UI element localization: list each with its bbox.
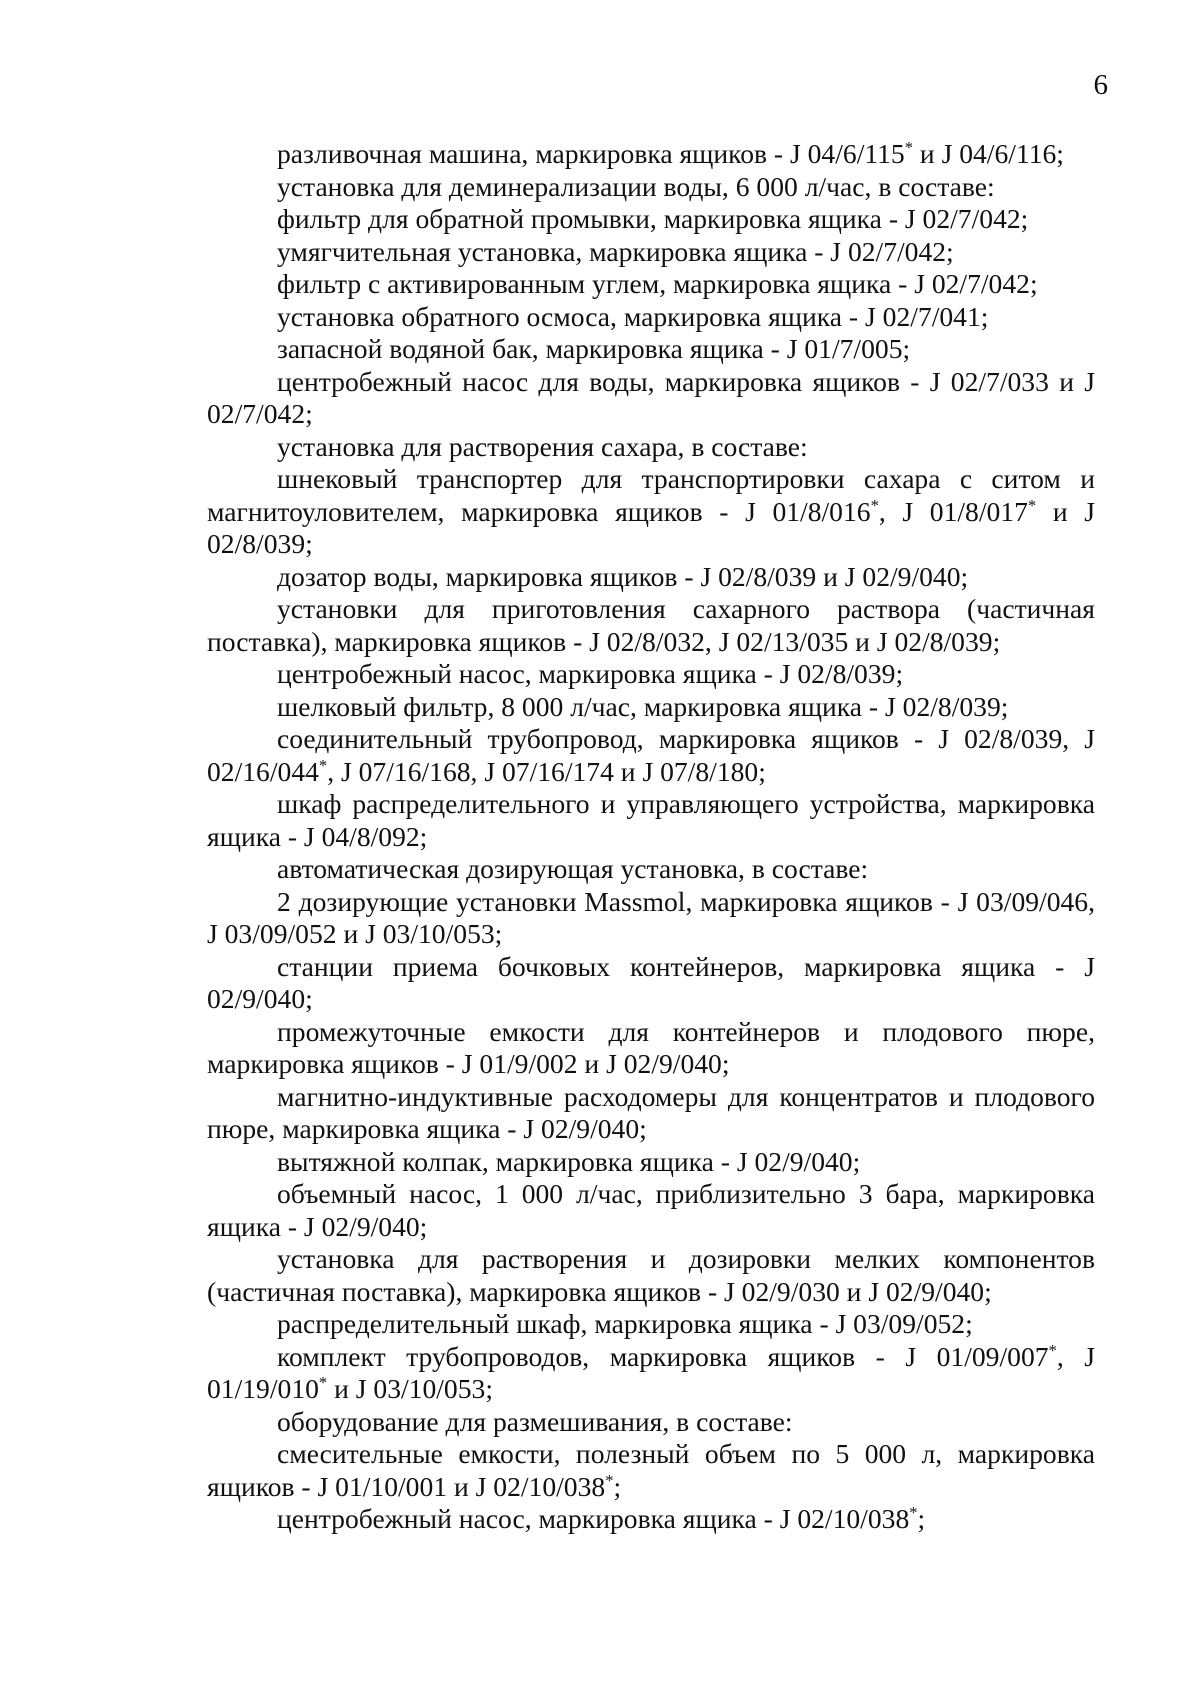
list-item (207, 1178, 1095, 1243)
paragraph-text: соединительный трубопровод, маркировка ящиков - J 02/8/039, J 02/16/044 (207, 723, 1095, 787)
footnote-marker: * (318, 755, 328, 775)
paragraph-text: смесительные емкости, полезный объем по 5 000 л, маркировка ящиков - J 01/10/001 и J 02/10/038 (207, 1438, 1095, 1502)
paragraph-text: установка для деминерализации воды, 6 000 л/час, в составе: (277, 170, 995, 202)
paragraph-text: ; (917, 1503, 926, 1534)
list-item (207, 1406, 1095, 1439)
paragraph-text: распределительный шкаф, маркировка ящика - J 03/09/052; (277, 1308, 973, 1339)
list-item (207, 1503, 1095, 1536)
paragraph-text: автоматическая дозирующая установка, в составе: (277, 853, 869, 884)
list-item (207, 1016, 1095, 1081)
paragraph-text: разливочная машина, маркировка ящиков - J 04/6/115 (277, 138, 905, 169)
footnote-marker: * (870, 495, 879, 515)
list-item (207, 561, 1095, 594)
footnote-marker: * (318, 1372, 328, 1392)
paragraph-text: и J 04/6/116; (913, 138, 1064, 169)
paragraph-text: фильтр для обратной промывки, маркировка ящика - J 02/7/042; (277, 203, 1029, 234)
paragraph-text: и J 02/8/039; (207, 495, 1095, 559)
list-item (207, 463, 1095, 561)
paragraph-text: 2 дозирующие установки Massmol, маркировка ящиков - J 03/09/046, J 03/09/052 и J 03/10/053; (207, 885, 1095, 949)
paragraph-text: умягчительная установка, маркировка ящика - J 02/7/042; (277, 235, 954, 267)
list-item (207, 658, 1095, 691)
list-item (207, 171, 1095, 204)
paragraph-text: фильтр с активированным углем, маркировка ящика - J 02/7/042; (277, 268, 1038, 299)
paragraph-text: и J 03/10/053; (327, 1373, 493, 1404)
paragraph-text: , J 01/8/017 (878, 495, 1028, 527)
paragraph-text: установка для растворения и дозировки мелких компонентов (частичная поставка), маркировка ящиков - J 02/9/030 и J 02/9/040; (207, 1243, 1095, 1307)
footnote-marker: * (904, 137, 914, 157)
paragraph-text: промежуточные емкости для контейнеров и плодового пюре, маркировка ящиков - J 01/9/002 и J 02/9/040; (207, 1015, 1095, 1079)
list-item (207, 1438, 1095, 1503)
page-number: 6 (1093, 69, 1108, 101)
list-item (207, 1341, 1095, 1406)
list-item (207, 593, 1095, 658)
document-body (207, 138, 1095, 1536)
list-item (207, 723, 1095, 788)
list-item (207, 333, 1095, 366)
footnote-marker: * (1027, 495, 1037, 515)
footnote-marker: * (605, 1470, 614, 1490)
paragraph-text: установка обратного осмоса, маркировка ящика - J 02/7/041; (277, 300, 989, 332)
paragraph-text: центробежный насос, маркировка ящика - J 02/8/039; (277, 658, 904, 689)
paragraph-text: дозатор воды, маркировка ящиков - J 02/8/039 и J 02/9/040; (277, 560, 969, 592)
paragraph-text: станции приема бочковых контейнеров, маркировка ящика - J 02/9/040; (207, 950, 1095, 1014)
paragraph-text: установка для растворения сахара, в составе: (277, 430, 808, 462)
list-item (207, 1146, 1095, 1179)
paragraph-text: центробежный насос, маркировка ящика - J 02/10/038 (277, 1503, 910, 1534)
paragraph-text: шелковый фильтр, 8 000 л/час, маркировка ящика - J 02/8/039; (277, 690, 1009, 722)
list-item (207, 1308, 1095, 1341)
footnote-marker: * (909, 1502, 918, 1522)
list-item (207, 853, 1095, 886)
list-item (207, 1081, 1095, 1146)
paragraph-text: магнитно-индуктивные расходомеры для концентратов и плодового пюре, маркировка ящика - J 02/9/040; (207, 1080, 1095, 1144)
paragraph-text: установки для приготовления сахарного раствора (частичная поставка), маркировка ящиков - J 02/8/032, J 02/13/035 и J 02/8/039; (207, 593, 1095, 657)
list-item (207, 431, 1095, 464)
paragraph-text: запасной водяной бак, маркировка ящика - J 01/7/005; (277, 333, 911, 364)
paragraph-text: объемный насос, 1 000 л/час, приблизительно 3 бара, маркировка ящика - J 02/9/040; (207, 1178, 1095, 1242)
list-item (207, 236, 1095, 269)
list-item (207, 951, 1095, 1016)
list-item (207, 788, 1095, 853)
list-item (207, 366, 1095, 431)
list-item (207, 886, 1095, 951)
paragraph-text: центробежный насос для воды, маркировка ящиков - J 02/7/033 и J 02/7/042; (207, 365, 1095, 429)
list-item (207, 268, 1095, 301)
paragraph-text: шкаф распределительного и управляющего устройства, маркировка ящика - J 04/8/092; (207, 788, 1095, 852)
list-item (207, 1243, 1095, 1308)
list-item (207, 301, 1095, 334)
list-item (207, 138, 1095, 171)
paragraph-text: вытяжной колпак, маркировка ящика - J 02/9/040; (277, 1145, 861, 1177)
paragraph-text: комплект трубопроводов, маркировка ящиков - J 01/09/007 (277, 1340, 1049, 1372)
list-item (207, 691, 1095, 724)
paragraph-text: оборудование для размешивания, в составе: (277, 1405, 793, 1437)
paragraph-text: , J 01/19/010 (207, 1340, 1095, 1404)
paragraph-text: шнековый транспортер для транспортировки сахара с ситом и магнитоуловителем, маркировка ящиков - J 01/8/016 (207, 463, 1095, 527)
footnote-marker: * (1048, 1340, 1057, 1360)
list-item (207, 203, 1095, 236)
paragraph-text: , J 07/16/168, J 07/16/174 и J 07/8/180; (327, 755, 766, 787)
paragraph-text: ; (613, 1470, 622, 1502)
